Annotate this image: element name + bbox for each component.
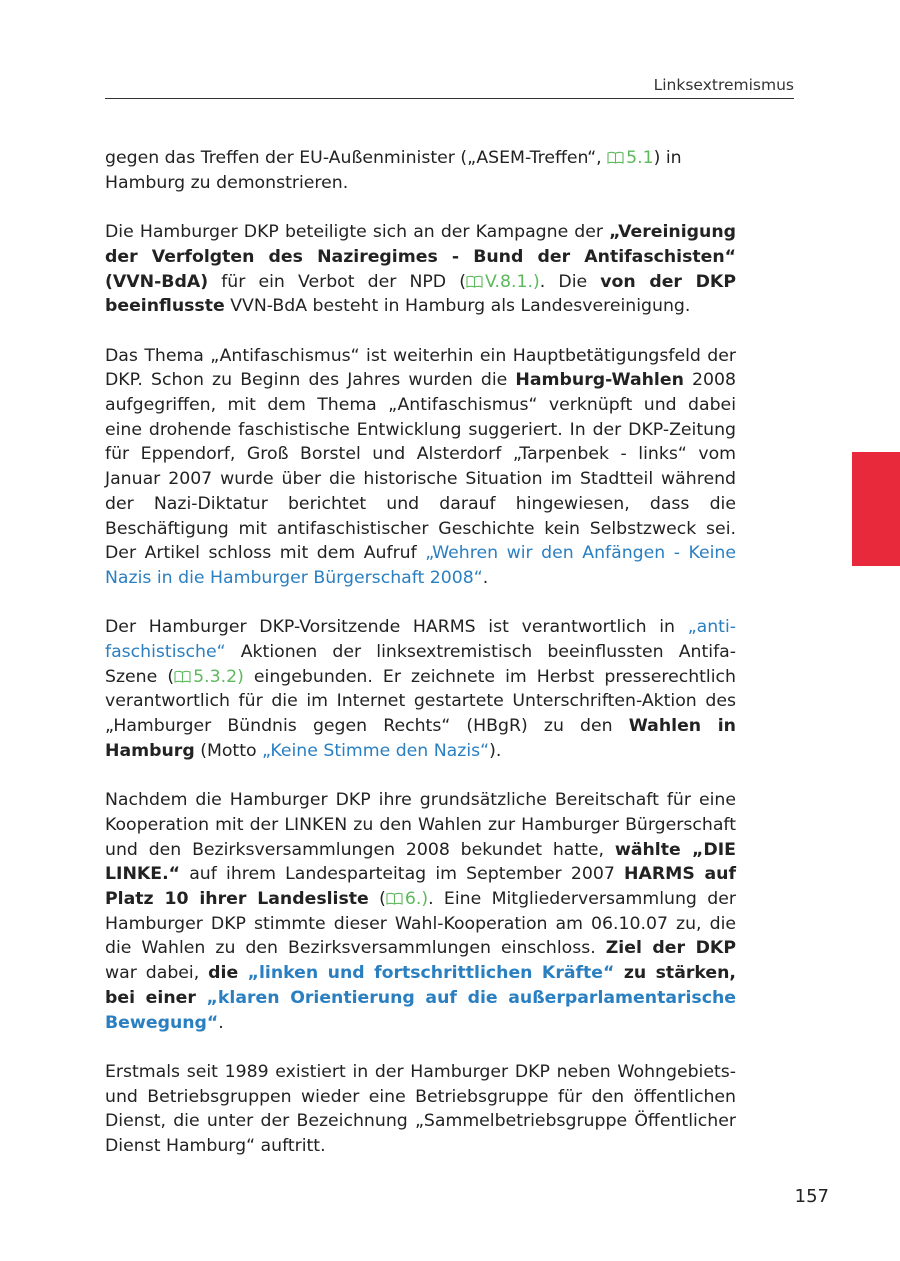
- text-run: Das Thema „Antifaschismus“ ist weiterhin ein Hauptbetätigungsfeld der DKP. Schon zu Beginn des Jahres wurden die: [105, 345, 736, 391]
- cross-reference-link[interactable]: V.8.1.): [484, 271, 540, 292]
- text-run: Nachdem die Hamburger DKP ihre grundsätzliche Bereitschaft für eine Kooperation mit der LINKEN zu den Wahlen zur Hamburger Bürgerschaft und den Bezirksversammlungen 2008 bekundet hatte,: [105, 790, 736, 860]
- bold-text: die: [208, 963, 248, 984]
- text-run: Aktionen der linksextremistisch beeinflussten Antifa-Szene (: [105, 642, 736, 687]
- running-head: Linksextremismus: [653, 76, 794, 94]
- book-icon: [466, 275, 483, 288]
- text-run: (Motto: [194, 740, 263, 761]
- text-run: gegen das Treffen der EU-Außenminister („ASEM-Treffen“,: [105, 148, 608, 168]
- bold-text: wählte „DIE LINKE.“: [105, 839, 736, 885]
- bold-text: Wahlen in Hamburg: [105, 716, 736, 761]
- highlighted-quote: „Wehren wir den Anfängen - Keine Nazis in die Hamburger Bürgerschaft 2008“: [105, 543, 736, 588]
- chapter-tab-marker: [852, 452, 900, 566]
- paragraph: [105, 344, 736, 591]
- bold-text: von der DKP beeinflusste: [105, 271, 736, 317]
- text-run: . Eine Mitgliederversammlung der Hamburger DKP stimmte dieser Wahl-Kooperation am 06.10.07 zu, die die Wahlen zu den Bezirksversammlungen einschloss.: [105, 889, 736, 959]
- text-run: .: [482, 567, 489, 588]
- text-run: ) in Hamburg zu demonstrieren.: [105, 148, 682, 193]
- bold-text: HARMS auf Platz 10 ihrer Landesliste: [105, 864, 736, 910]
- text-run: Der Hamburger DKP-Vorsitzende HARMS ist verantwortlich in: [105, 617, 688, 638]
- text-run: . Die: [539, 271, 601, 292]
- text-run: für ein Verbot der NPD (: [208, 271, 466, 292]
- text-run: VVN-BdA besteht in Hamburg als Landesvereinigung.: [224, 296, 691, 317]
- header-divider: [105, 98, 794, 99]
- highlighted-quote: „klaren Orientierung auf die außerparlamentarische Bewegung“: [105, 987, 736, 1033]
- text-run: ).: [489, 740, 502, 761]
- text-run: auf ihrem Landesparteitag im September 2007: [180, 864, 624, 885]
- text-run: Die Hamburger DKP beteiligte sich an der Kampagne der: [105, 222, 610, 243]
- paragraph: [105, 220, 736, 319]
- paragraph: [105, 615, 736, 763]
- highlighted-quote: „anti-faschistische“: [105, 617, 736, 663]
- book-icon: [607, 151, 624, 164]
- body-text: [105, 146, 736, 1183]
- highlighted-quote: „linken und fortschrittlichen Kräfte“: [247, 963, 615, 984]
- text-run: .: [218, 1012, 224, 1033]
- bold-text: Hamburg-Wahlen: [515, 370, 684, 391]
- text-run: eingebunden. Er zeichnete im Herbst presserechtlich verantwortlich für die im Internet gestartete Unterschriften-Aktion des „Hamburger Bündnis gegen Rechts“ (HBgR) zu den: [105, 666, 736, 737]
- bold-text: Ziel der DKP: [605, 938, 736, 959]
- paragraph: [105, 788, 736, 1035]
- paragraph: [105, 1060, 736, 1159]
- text-run: Erstmals seit 1989 existiert in der Hamburger DKP neben Wohngebiets- und Betriebsgruppen wieder eine Betriebsgruppe für den öffentlichen Dienst, die unter der Bezeichnung „Sammelbetriebsgruppe Öffentlicher Dienst Hamburg“ auftritt.: [105, 1061, 736, 1157]
- paragraph: [105, 146, 736, 195]
- book-icon: [386, 892, 403, 905]
- highlighted-quote: „Keine Stimme den Nazis“: [262, 740, 490, 761]
- cross-reference-link[interactable]: 6.): [404, 889, 429, 910]
- cross-reference-link[interactable]: 5.3.2): [193, 666, 244, 687]
- bold-text: „Vereinigung der Verfolgten des Naziregimes - Bund der Antifaschisten“ (VVN-BdA): [105, 222, 736, 292]
- text-run: (: [368, 889, 386, 910]
- text-run: 2008 aufgegriffen, mit dem Thema „Antifaschismus“ verknüpft und dabei eine drohende faschistische Entwicklung suggeriert. In der DKP-Zeitung für Eppendorf, Groß Borstel und Alsterdorf „Tarpenbek - links“ vom Januar 2007 wurde über die historische Situation im Stadtteil während der Nazi-Diktatur berichtet und darauf hingewiesen, dass die Beschäftigung mit antifaschistischer Geschichte kein Selbstzweck sei. Der Artikel schloss mit dem Aufruf: [105, 370, 736, 564]
- page-number: 157: [794, 1186, 829, 1207]
- text-run: war dabei,: [105, 963, 209, 984]
- cross-reference-link[interactable]: 5.1: [626, 148, 654, 168]
- book-icon: [174, 670, 191, 683]
- bold-text: zu stärken, bei einer: [105, 963, 736, 1008]
